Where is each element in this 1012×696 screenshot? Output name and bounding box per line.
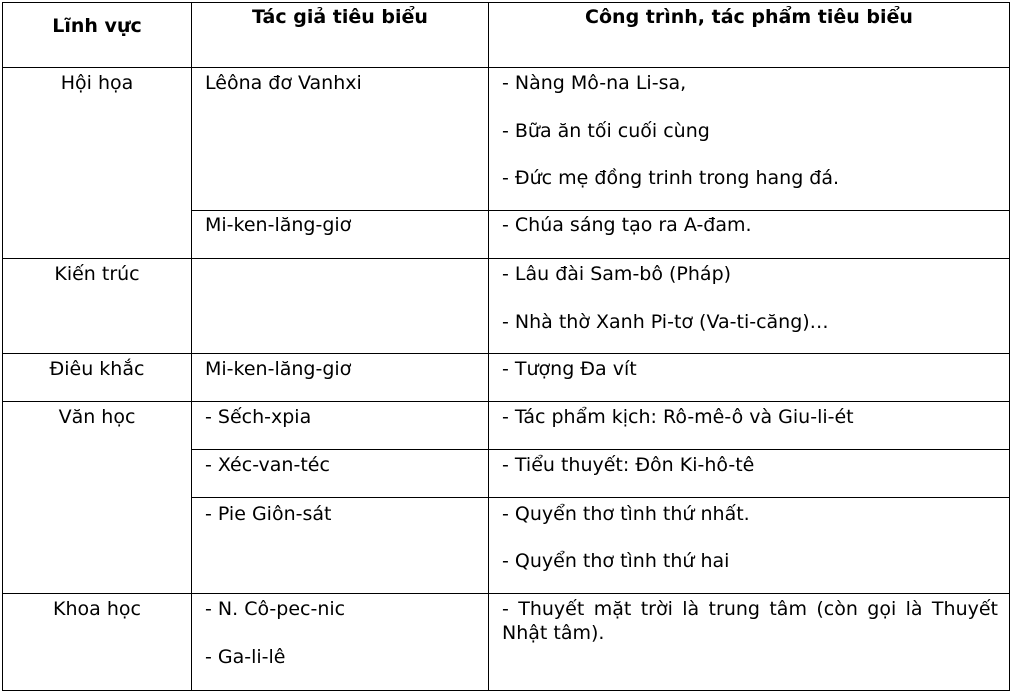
author-cell: - Sếch-xpia xyxy=(205,406,312,428)
header-field: Lĩnh vực xyxy=(52,15,142,37)
border-left xyxy=(2,2,3,691)
work-item: - Chúa sáng tạo ra A-đam. xyxy=(502,214,752,236)
work-item: - Bữa ăn tối cuối cùng xyxy=(502,120,710,142)
field-cell: Kiến trúc xyxy=(54,263,140,285)
author-cell: - Xéc-van-téc xyxy=(205,454,330,476)
border-col-1 xyxy=(191,2,192,691)
border-van-hoc-inner-1 xyxy=(191,449,1010,450)
field-cell: Văn học xyxy=(58,406,136,428)
field-cell: Điêu khắc xyxy=(49,358,145,380)
work-item: - Tác phẩm kịch: Rô-mê-ô và Giu-li-ét xyxy=(502,406,854,428)
field-cell: Khoa học xyxy=(53,598,141,620)
author-cell: Mi-ken-lăng-giơ xyxy=(205,358,352,380)
border-col-2 xyxy=(488,2,489,691)
field-cell: Hội họa xyxy=(60,72,134,94)
border-right xyxy=(1009,2,1010,691)
work-item: - Tiểu thuyết: Đôn Ki-hô-tê xyxy=(502,454,755,476)
author-cell: - Ga-li-lê xyxy=(205,646,286,668)
border-top xyxy=(2,2,1010,3)
work-item: - Tượng Đa vít xyxy=(502,358,637,380)
border-hoi-hoa-inner xyxy=(191,210,1010,211)
work-item: - Thuyết mặt trời là trung tâm (còn gọi là Thuyết Nhật tâm). xyxy=(502,598,998,644)
author-cell: - N. Cô-pec-nic xyxy=(205,598,346,620)
border-kien-truc-bottom xyxy=(2,353,1010,354)
border-bottom xyxy=(2,690,1010,691)
header-works: Công trình, tác phẩm tiêu biểu xyxy=(585,6,913,28)
border-hoi-hoa-bottom xyxy=(2,258,1010,259)
border-dieu-khac-bottom xyxy=(2,401,1010,402)
header-authors: Tác giả tiêu biểu xyxy=(252,6,428,28)
author-cell: - Pie Giôn-sát xyxy=(205,503,332,525)
work-item: - Nàng Mô-na Li-sa, xyxy=(502,72,687,94)
work-item: - Quyển thơ tình thứ hai xyxy=(502,550,730,572)
author-cell: Lêôna đơ Vanhxi xyxy=(205,72,362,94)
work-item: - Đức mẹ đồng trinh trong hang đá. xyxy=(502,167,840,189)
border-van-hoc-inner-2 xyxy=(191,497,1010,498)
border-van-hoc-bottom xyxy=(2,593,1010,594)
border-header-bottom xyxy=(2,67,1010,68)
work-item: - Lâu đài Sam-bô (Pháp) xyxy=(502,263,732,285)
work-item: - Nhà thờ Xanh Pi-tơ (Va-ti-căng)… xyxy=(502,311,829,333)
work-item: - Quyển thơ tình thứ nhất. xyxy=(502,503,750,525)
renaissance-achievements-table xyxy=(2,2,1010,691)
author-cell: Mi-ken-lăng-giơ xyxy=(205,214,352,236)
